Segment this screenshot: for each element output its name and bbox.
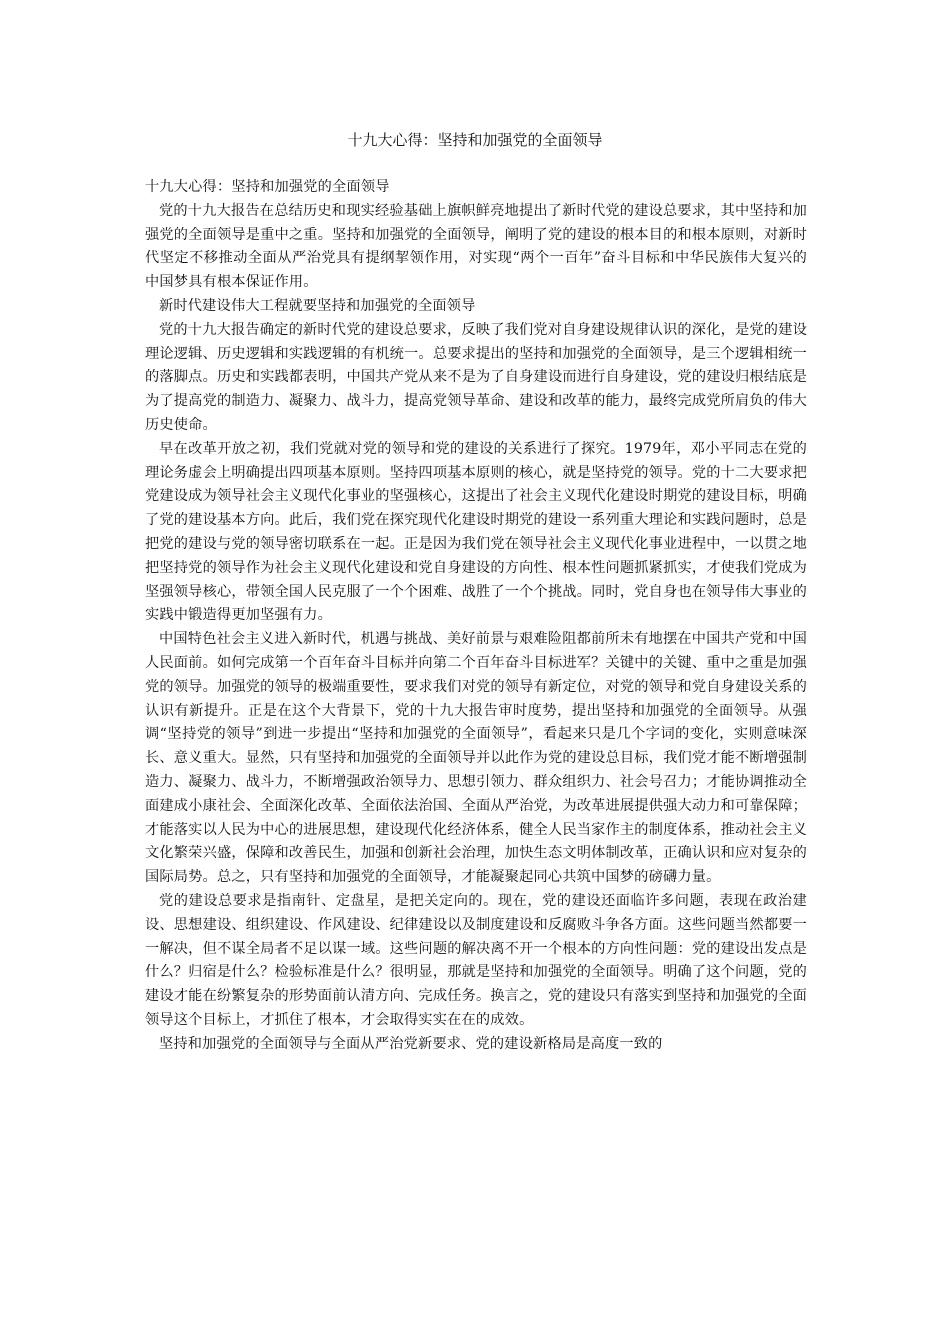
section-heading: 新时代建设伟大工程就要坚持和加强党的全面领导 [159,297,476,314]
paragraph: 党的十九大报告确定的新时代党的建设总要求，反映了我们党对自身建设规律认识的深化，是党的建设理论逻辑、历史逻辑和实践逻辑的有机统一。总要求提出的坚持和加强党的全面领导，是三个逻辑相统一的落脚点。历史和实践都表明，中国共产党从来不是为了自身建设而进行自身建设，党的建设归根结底是为了提高党的制造力、凝聚力、战斗力，提高党领导革命、建设和改革的能力，最终完成党所肩负的伟大历史使命。 [145,321,807,433]
document-subtitle: 十九大心得：坚持和加强党的全面领导 [145,179,390,195]
section-heading: 坚持和加强党的全面领导与全面从严治党新要求、党的建设新格局是高度一致的 [159,1035,663,1052]
document-body [145,176,807,1056]
document-title: 十九大心得：坚持和加强党的全面领导 [347,131,603,149]
paragraph: 中国特色社会主义进入新时代，机遇与挑战、美好前景与艰难险阻都前所未有地摆在中国共产党和中国人民面前。如何完成第一个百年奋斗目标并向第二个百年奋斗目标进军？关键中的关键、重中之重是加强党的领导。加强党的领导的极端重要性，要求我们对党的领导有新定位，对党的领导和党自身建设关系的认识有新提升。正是在这个大背景下，党的十九大报告审时度势，提出坚持和加强党的全面领导。从强调“坚持党的领导”到进一步提出“坚持和加强党的全面领导”，看起来只是几个字词的变化，实则意味深长、意义重大。显然，只有坚持和加强党的全面领导并以此作为党的建设总目标，我们党才能不断增强制造力、凝聚力、战斗力，不断增强政治领导力、思想引领力、群众组织力、社会号召力；才能协调推动全面建成小康社会、全面深化改革、全面依法治国、全面从严治党，为改革进展提供强大动力和可靠保障；才能落实以人民为中心的进展思想，建设现代化经济体系，健全人民当家作主的制度体系，推动社会主义文化繁荣兴盛，保障和改善民生，加强和创新社会治理，加快生态文明体制改革，正确认识和应对复杂的国际局势。总之，只有坚持和加强党的全面领导，才能凝聚起同心共筑中国梦的磅礴力量。 [145,631,807,886]
paragraph: 党的建设总要求是指南针、定盘星，是把关定向的。现在，党的建设还面临许多问题，表现在政治建设、思想建设、组织建设、作风建设、纪律建设以及制度建设和反腐败斗争各方面。这些问题当然都要一一解决，但不谋全局者不足以谋一域。这些问题的解决离不开一个根本的方向性问题：党的建设出发点是什么？归宿是什么？检验标准是什么？很明显，那就是坚持和加强党的全面领导。明确了这个问题，党的建设才能在纷繁复杂的形势面前认清方向、完成任务。换言之，党的建设只有落实到坚持和加强党的全面领导这个目标上，才抓住了根本，才会取得实实在在的成效。 [145,892,807,1028]
paragraph: 早在改革开放之初，我们党就对党的领导和党的建设的关系进行了探究。1979年，邓小平同志在党的理论务虚会上明确提出四项基本原则。坚持四项基本原则的核心，就是坚持党的领导。党的十二大要求把党建设成为领导社会主义现代化事业的坚强核心，这提出了社会主义现代化建设时期党的建设目标，明确了党的建设基本方向。此后，我们党在探究现代化建设时期党的建设一系列重大理论和实践问题时，总是把党的建设与党的领导密切联系在一起。正是因为我们党在领导社会主义现代化事业进程中，一以贯之地把坚持党的领导作为社会主义现代化建设和党自身建设的方向性、根本性问题抓紧抓实，才使我们党成为坚强领导核心，带领全国人民克服了一个个困难、战胜了一个个挑战。同时，党自身也在领导伟大事业的实践中锻造得更加坚强有力。 [145,440,807,624]
paragraph-intro: 党的十九大报告在总结历史和现实经验基础上旗帜鲜亮地提出了新时代党的建设总要求，其中坚持和加强党的全面领导是重中之重。坚持和加强党的全面领导，阐明了党的建设的根本目的和根本原则，对新时代坚定不移推动全面从严治党具有提纲挈领作用，对实现“两个一百年”奋斗目标和中华民族伟大复兴的中国梦具有根本保证作用。 [145,202,807,291]
